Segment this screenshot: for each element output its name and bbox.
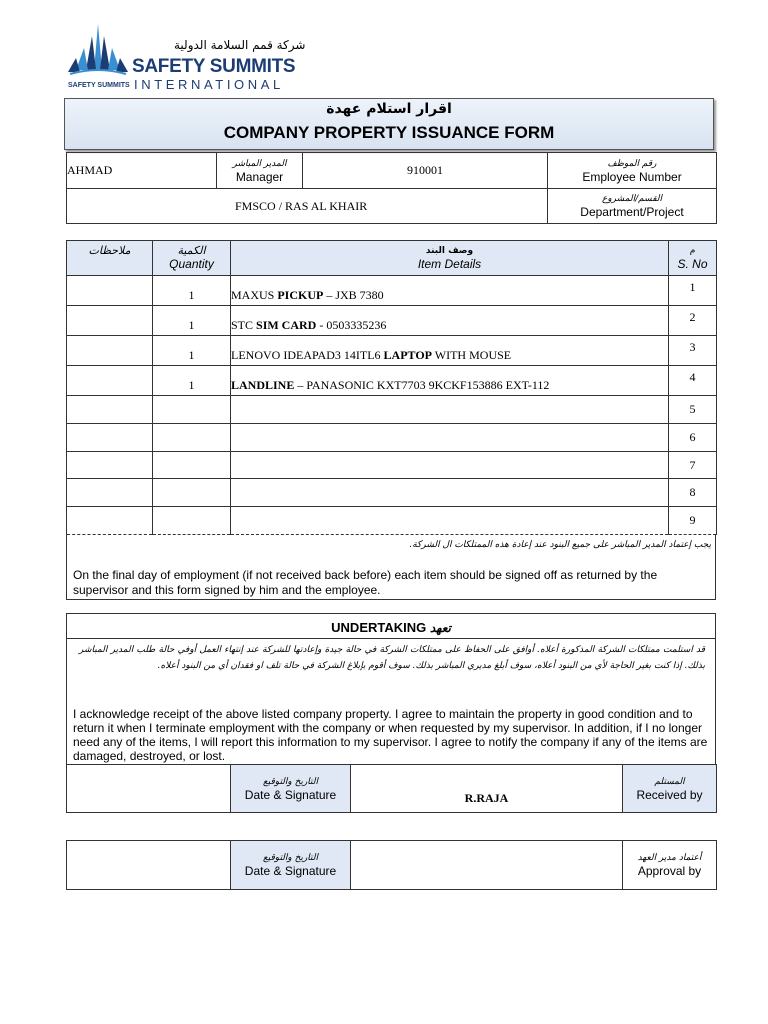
- manager-label-en: Manager: [235, 169, 284, 184]
- item-quantity: 1: [153, 276, 231, 306]
- received-date-signature-ar: التاريخ والتوقيع: [263, 776, 318, 787]
- item-detail-text: LENOVO IDEAPAD3 14ITL6: [231, 348, 384, 362]
- item-details: [231, 366, 669, 396]
- quantity-header-ar: الكمية: [177, 244, 206, 257]
- company-logo: [66, 22, 306, 94]
- form-title-arabic: اقرار استلام عهدة: [326, 101, 452, 117]
- manager-label-ar: المدير المباشر: [232, 158, 287, 169]
- item-details: [231, 479, 669, 507]
- item-row: [67, 507, 717, 535]
- received-row: [67, 765, 717, 813]
- item-remarks: [67, 424, 153, 452]
- items-body: [67, 276, 717, 535]
- item-row: [67, 396, 717, 424]
- item-quantity: [153, 452, 231, 479]
- item-detail-text: – PANASONIC KXT7703 9KCKF153886 EXT-112: [294, 378, 550, 392]
- sno-header-ar: م: [689, 246, 696, 256]
- item-quantity: [153, 396, 231, 424]
- item-details: [231, 336, 669, 366]
- item-quantity: 1: [153, 366, 231, 396]
- undertaking-title: [67, 620, 715, 635]
- item-sno: 4: [669, 366, 717, 396]
- item-detail-text: WITH MOUSE: [432, 348, 512, 362]
- return-note: [66, 534, 716, 600]
- approval-row: [67, 841, 717, 890]
- undertaking-title-en: UNDERTAKING: [331, 620, 427, 635]
- item-remarks: [67, 306, 153, 336]
- employee-number-value: 910001: [303, 153, 548, 189]
- approval-by-label-en: Approval by: [637, 864, 702, 878]
- item-detail-bold: SIM CARD: [256, 318, 317, 332]
- approval-by-label: [623, 841, 717, 890]
- items-header-row: [67, 241, 717, 276]
- sno-header: [669, 241, 717, 276]
- item-details: [231, 424, 669, 452]
- received-by-table: [66, 764, 717, 813]
- undertaking-text-english: I acknowledge receipt of the above listed company property. I agree to maintain the property in good condition and to return it when I terminate employment with the company or when requested by my supervisor. In addition, if I no longer need any of the items, I will report this information to my supervisor. I agree to notify the company if any of the items are damaged, destroyed, or lost.: [73, 707, 708, 763]
- remarks-header-ar: ملاحظات: [88, 244, 131, 257]
- items-table: [66, 240, 717, 535]
- item-sno: 9: [669, 507, 717, 535]
- item-sno: 6: [669, 424, 717, 452]
- undertaking-title-ar: تعهد: [429, 621, 451, 635]
- item-details: [231, 452, 669, 479]
- employee-info-table: [66, 152, 717, 224]
- return-note-arabic: يجب إعتماد المدير المباشر على جميع البنود عند إعادة هذه الممتلكات ال الشركة.: [409, 540, 711, 550]
- item-row: [67, 479, 717, 507]
- item-remarks: [67, 366, 153, 396]
- employee-number-label-en: Employee Number: [582, 169, 682, 184]
- item-details-header-en: Item Details: [417, 257, 482, 271]
- received-by-name: R.RAJA: [351, 765, 623, 813]
- employee-number-label-ar: رقم الموظف: [607, 158, 657, 169]
- item-remarks: [67, 276, 153, 306]
- approval-date-signature-label: [231, 841, 351, 890]
- item-row: [67, 424, 717, 452]
- item-sno: 7: [669, 452, 717, 479]
- department-row: [67, 189, 717, 224]
- item-quantity: 1: [153, 306, 231, 336]
- department-label-ar: القسم/المشروع: [601, 194, 662, 204]
- item-detail-text: STC: [231, 318, 257, 332]
- sno-header-en: S. No: [677, 257, 708, 271]
- received-by-label-en: Received by: [636, 787, 703, 802]
- approval-date-signature-en: Date & Signature: [244, 864, 337, 878]
- quantity-header-en: Quantity: [169, 257, 214, 271]
- item-remarks: [67, 479, 153, 507]
- item-details-header: [231, 241, 669, 276]
- item-sno: 1: [669, 276, 717, 306]
- department-label: [548, 189, 717, 224]
- item-sno: 8: [669, 479, 717, 507]
- remarks-header-en: [67, 257, 152, 271]
- employee-row: [67, 153, 717, 189]
- item-remarks: [67, 452, 153, 479]
- item-detail-bold: LANDLINE: [231, 378, 295, 392]
- undertaking-text-arabic: قد استلمت ممتلكات الشركة المذكورة أعلاه. أوافق على الحفاظ على ممتلكات الشركة في حالة جيدة وإعادتها للشركة عند إنتهاء العمل أوفي حالة طلب المدير المباشر بذلك. إذا كنت بغير الحاجة لأي من البنود أعلاه، سوف أبلغ مديري المباشر بذلك. سوف أقوم بإبلاغ الشركة في حالة تلف او فقدان أي من البنود أعلاه.: [79, 645, 705, 671]
- item-detail-text: – JXB 7380: [323, 288, 384, 302]
- item-sno: 5: [669, 396, 717, 424]
- logo-brand: SAFETY SUMMITS: [132, 56, 296, 77]
- approval-by-table: [66, 840, 717, 890]
- item-details: [231, 306, 669, 336]
- received-date-signature-en: Date & Signature: [244, 787, 337, 802]
- employee-number-label: [548, 153, 717, 189]
- approval-signature-field[interactable]: [67, 841, 231, 890]
- item-detail-bold: PICKUP: [277, 288, 324, 302]
- item-remarks: [67, 336, 153, 366]
- item-row: [67, 306, 717, 336]
- logo-arabic-name: شركة قمم السلامة الدولية: [174, 38, 306, 52]
- item-row: [67, 366, 717, 396]
- item-row: [67, 276, 717, 306]
- item-row: [67, 452, 717, 479]
- item-row: [67, 336, 717, 366]
- item-details: [231, 276, 669, 306]
- item-details-header-ar: وصف البند: [425, 246, 474, 256]
- return-note-english: On the final day of employment (if not received back before) each item should be signed off as returned by the supervisor and this form signed by him and the employee.: [73, 568, 658, 597]
- logo-international: INTERNATIONAL: [134, 77, 284, 92]
- item-remarks: [67, 396, 153, 424]
- approval-by-label-ar: أعتماد مدير العهد: [637, 853, 702, 863]
- department-value: FMSCO / RAS AL KHAIR: [67, 189, 548, 224]
- undertaking-section: [66, 613, 716, 765]
- approval-date-signature-ar: التاريخ والتوقيع: [263, 853, 318, 863]
- remarks-header: [67, 241, 153, 276]
- item-quantity: [153, 507, 231, 535]
- received-signature-field[interactable]: [67, 765, 231, 813]
- item-sno: 3: [669, 336, 717, 366]
- form-title-box: [64, 98, 714, 150]
- department-label-en: Department/Project: [580, 205, 684, 219]
- quantity-header: [153, 241, 231, 276]
- undertaking-divider: [67, 638, 715, 639]
- employee-name: AHMAD: [67, 153, 217, 189]
- item-quantity: [153, 479, 231, 507]
- item-detail-bold: LAPTOP: [383, 348, 432, 362]
- item-detail-text: - 0503335236: [316, 318, 387, 332]
- manager-label: [217, 153, 303, 189]
- item-sno: 2: [669, 306, 717, 336]
- item-details: [231, 507, 669, 535]
- received-by-label-ar: المستلم: [654, 776, 685, 787]
- item-quantity: [153, 424, 231, 452]
- item-remarks: [67, 507, 153, 535]
- received-by-label: [623, 765, 717, 813]
- received-date-signature-label: [231, 765, 351, 813]
- logo-small-text: SAFETY SUMMITS: [68, 82, 130, 89]
- form-title: COMPANY PROPERTY ISSUANCE FORM: [223, 123, 555, 142]
- item-detail-text: MAXUS: [231, 288, 278, 302]
- item-details: [231, 396, 669, 424]
- approval-name-field[interactable]: [351, 841, 623, 890]
- item-quantity: 1: [153, 336, 231, 366]
